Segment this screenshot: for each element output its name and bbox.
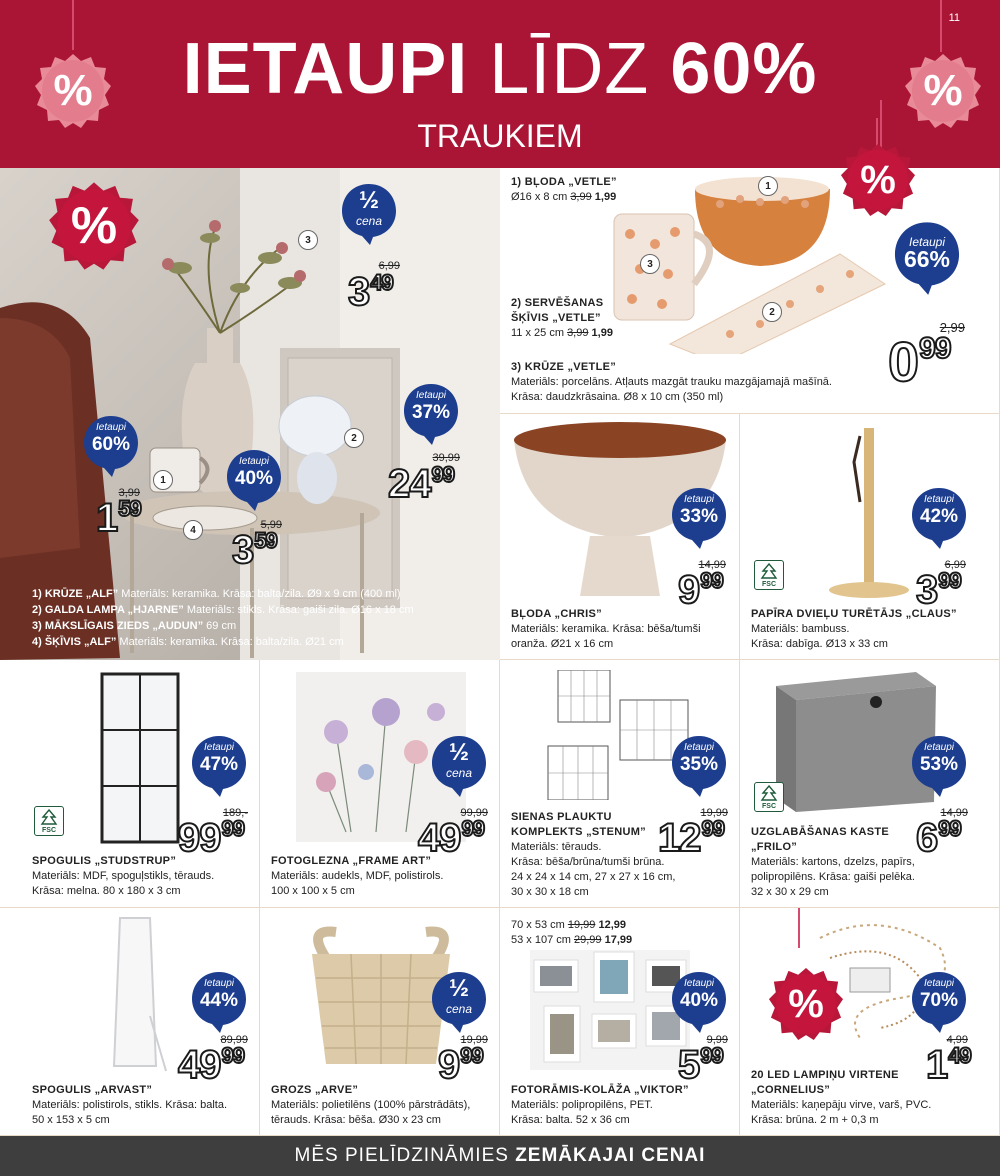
old-price: 3,99 — [118, 487, 140, 499]
title-percent: 60% — [670, 29, 818, 109]
sale-price: $24^{99}$ — [388, 462, 454, 506]
old-price: 6,99 — [944, 559, 966, 571]
product-image — [530, 950, 690, 1070]
hero-caption: 2) GALDA LAMPA „HJARNE” Materiāls: stikls. Krāsa: gaiši zila. Ø16 x 18 cm — [32, 604, 414, 616]
item-number-marker: 4 — [183, 520, 203, 540]
discount-bubble: Ietaupi 53% — [910, 734, 968, 798]
hero-caption: 1) KRŪZE „ALF” Materiāls: keramika. Krāsa: balta/zila. Ø9 x 9 cm (400 ml) — [32, 588, 401, 600]
discount-bubble: Ietaupi 40% — [225, 448, 283, 512]
fsc-logo-icon: FSC — [754, 782, 784, 812]
discount-bubble: Ietaupi 66% — [892, 220, 962, 296]
product-info: SPOGULIS „STUDSTRUP” Materiāls: MDF, spoguļstikls, tērauds. Krāsa: melna. 80 x 180 x 3 cm — [32, 855, 215, 897]
product-info: 20 LED LAMPIŅU VIRTENE „CORNELIUS” Materiāls: kaņepāju virve, varš, PVC. Krāsa: brūna. 2 m + 0,3 m — [751, 1069, 932, 1126]
item-number-marker: 1 — [758, 176, 778, 196]
tag-string — [940, 0, 942, 52]
product-info: UZGLABĀŠANAS KASTE „FRILO” Materiāls: kartons, dzelzs, papīrs, polipropilēns. Krāsa: gaiši pelēka. 32 x 30 x 29 cm — [751, 826, 915, 898]
product-image — [100, 916, 170, 1076]
product-info: GROZS „ARVE” Materiāls: polietilēns (100% pārstrādāts), tērauds. Krāsa: bēša. Ø30 x 23 cm — [271, 1084, 471, 1126]
product-info: BĻODA „CHRIS” Materiāls: keramika. Krāsa: bēša/tumši oranža. Ø21 x 16 cm — [511, 608, 701, 650]
half-price-bubble: ½ cena — [430, 970, 488, 1034]
title-bold: IETAUPI — [182, 29, 469, 109]
product-card — [500, 908, 740, 1136]
product-info: PAPĪRA DVIEĻU TURĒTĀJS „CLAUS” Materiāls: bambuss. Krāsa: dabīga. Ø13 x 33 cm — [751, 608, 957, 650]
product-info: SIENAS PLAUKTU KOMPLEKTS „STENUM” Materiāls: tērauds. Krāsa: bēša/brūna/tumši brūna. 24 x 24 x 14 cm, 27 x 27 x 16 cm, 30 x 30 x 18 cm — [511, 811, 676, 898]
discount-bubble: Ietaupi 35% — [670, 734, 728, 798]
old-price: 19,99 — [460, 1034, 488, 1046]
old-price: 5,99 — [260, 519, 282, 531]
old-price: 14,99 — [698, 559, 726, 571]
sale-price: $3^{49}$ — [348, 270, 393, 314]
item-number-marker: 1 — [153, 470, 173, 490]
old-price: 89,99 — [220, 1034, 248, 1046]
hero-caption: 4) ŠĶĪVIS „ALF” Materiāls: keramika. Krāsa: balta/zila. Ø21 cm — [32, 636, 344, 648]
product-info: FOTOGLEZNA „FRAME ART” Materiāls: audekls, MDF, polistirols. 100 x 100 x 5 cm — [271, 855, 444, 897]
sale-price: $49^{99}$ — [418, 816, 484, 860]
tag-string — [798, 908, 800, 948]
header-title — [0, 30, 1000, 108]
page-number: 11 — [948, 12, 960, 24]
header-subtitle: TRAUKIEM — [417, 118, 583, 154]
product-card — [260, 908, 500, 1136]
sale-price: $3^{59}$ — [232, 528, 277, 572]
half-price-bubble: ½ cena — [340, 182, 398, 246]
discount-bubble: Ietaupi 60% — [82, 414, 140, 478]
product-info: SPOGULIS „ARVAST” Materiāls: polistirols, stikls. Krāsa: balta. 50 x 153 x 5 cm — [32, 1084, 228, 1126]
size-price-list: 70 x 53 cm 19,99 12,99 53 x 107 cm 29,99 17,99 — [511, 919, 633, 946]
sale-price: $5^{99}$ — [678, 1043, 723, 1087]
product-card — [740, 414, 1000, 660]
sale-price: $99^{99}$ — [178, 816, 244, 860]
product-card — [740, 660, 1000, 908]
product-card — [500, 414, 740, 660]
sale-price: $0^{99}$ — [888, 330, 951, 393]
discount-bubble: Ietaupi 47% — [190, 734, 248, 798]
fsc-logo-icon: FSC — [34, 806, 64, 836]
percent-tag-icon: % — [48, 180, 140, 272]
hero-captions — [32, 586, 492, 650]
old-price: 39,99 — [432, 452, 460, 464]
item-number-marker: 2 — [762, 302, 782, 322]
product-card — [0, 660, 260, 908]
discount-bubble: Ietaupi 40% — [670, 970, 728, 1034]
half-price-bubble: ½ cena — [430, 734, 488, 798]
product-info: FOTORĀMIS-KOLĀŽA „VIKTOR” Materiāls: polipropilēns, PET. Krāsa: balta. 52 x 36 cm — [511, 1084, 689, 1126]
sale-price: $9^{99}$ — [678, 568, 723, 612]
discount-bubble: Ietaupi 44% — [190, 970, 248, 1034]
sale-price: $1^{59}$ — [96, 496, 141, 540]
vetle-mug-info: 3) KRŪZE „VETLE” Materiāls: porcelāns. Atļauts mazgāt trauku mazgājamajā mašīnā. Krāsa: daudzkrāsaina. Ø8 x 10 cm (350 ml) — [511, 361, 832, 403]
percent-tag-icon: % — [904, 52, 982, 130]
discount-bubble: Ietaupi 37% — [402, 382, 460, 446]
sale-price: $6^{99}$ — [916, 816, 961, 860]
item-number-marker: 2 — [344, 428, 364, 448]
title-thin: LĪDZ — [489, 29, 650, 109]
footer-text: MĒS PIELĪDZINĀMIES — [294, 1145, 516, 1166]
old-price: 2,99 — [939, 320, 965, 335]
vetle-plate-info: 2) SERVĒŠANAS ŠĶĪVIS „VETLE” 11 x 25 cm 3,99 1,99 — [511, 297, 613, 339]
footer-text-bold: ZEMĀKAJAI CENAI — [515, 1145, 706, 1166]
item-number-marker: 3 — [298, 230, 318, 250]
product-image — [820, 422, 920, 602]
old-price: 99,99 — [460, 807, 488, 819]
old-price: 189,- — [222, 807, 248, 819]
hero-caption: 3) MĀKSLĪGAIS ZIEDS „AUDUN” 69 cm — [32, 620, 237, 632]
footer-banner — [0, 1136, 1000, 1176]
sale-price: $12^{99}$ — [658, 816, 724, 860]
product-card — [260, 660, 500, 908]
percent-tag-icon: % — [840, 142, 916, 218]
sale-price: $3^{99}$ — [916, 568, 961, 612]
old-price: 4,99 — [946, 1034, 968, 1046]
product-image — [100, 672, 180, 844]
old-price: 19,99 — [700, 807, 728, 819]
discount-bubble: Ietaupi 42% — [910, 486, 968, 550]
old-price: 14,99 — [940, 807, 968, 819]
product-card — [0, 908, 260, 1136]
fsc-logo-icon: FSC — [754, 560, 784, 590]
percent-tag-icon: % — [768, 966, 844, 1042]
vetle-bowl-info: 1) BĻODA „VETLE” Ø16 x 8 cm 3,99 1,99 — [511, 176, 617, 203]
sale-price: $49^{99}$ — [178, 1043, 244, 1087]
percent-tag-icon: % — [34, 52, 112, 130]
tag-string — [72, 0, 74, 50]
old-price: 6,99 — [378, 260, 400, 272]
old-price: 9,99 — [706, 1034, 728, 1046]
sale-price: $9^{99}$ — [438, 1043, 483, 1087]
discount-bubble: Ietaupi 70% — [910, 970, 968, 1034]
vetle-panel — [500, 168, 1000, 414]
product-card — [740, 908, 1000, 1136]
discount-bubble: Ietaupi 33% — [670, 486, 728, 550]
sale-price: $1^{49}$ — [926, 1043, 971, 1087]
item-number-marker: 3 — [640, 254, 660, 274]
product-card — [500, 660, 740, 908]
